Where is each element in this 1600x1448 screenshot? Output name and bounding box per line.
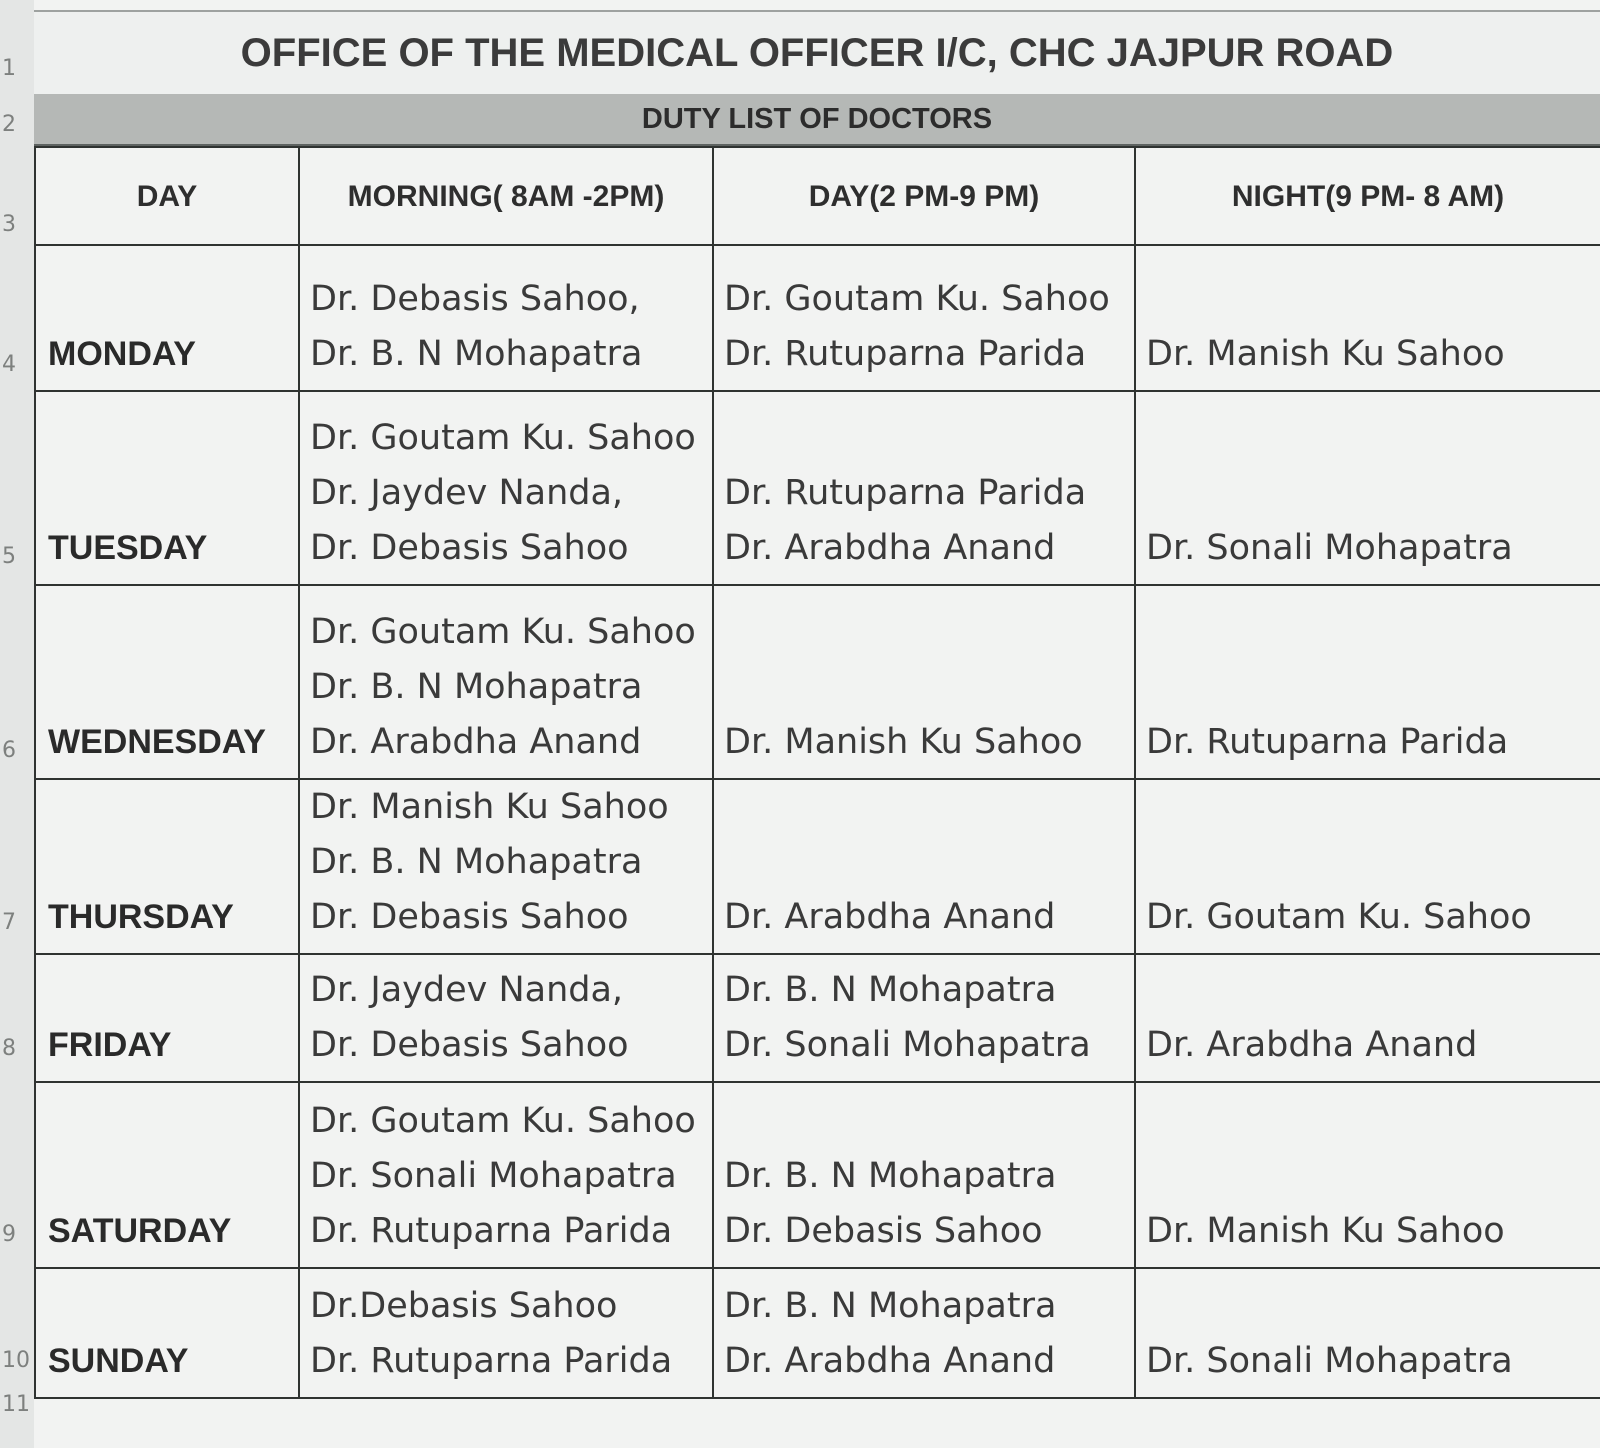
night-cell[interactable] xyxy=(1135,1082,1600,1268)
row-number[interactable]: 1 xyxy=(2,56,16,81)
night-cell[interactable] xyxy=(1135,585,1600,779)
doctor-name: Dr. Goutam Ku. Sahoo xyxy=(724,279,1110,319)
table-row xyxy=(35,391,1600,585)
doctor-name: Dr. Jaydev Nanda, xyxy=(310,473,624,513)
doctor-name: Dr. Goutam Ku. Sahoo xyxy=(310,612,696,652)
row-number[interactable]: 9 xyxy=(2,1222,16,1247)
doctor-name: Dr. Sonali Mohapatra xyxy=(724,1025,1091,1065)
header-daytime[interactable]: DAY(2 PM-9 PM) xyxy=(713,147,1135,245)
doctor-name: Dr. Rutuparna Parida xyxy=(1146,722,1509,762)
duty-table-body xyxy=(35,245,1600,1398)
doctor-name: Dr. Debasis Sahoo xyxy=(310,1025,629,1065)
header-morning[interactable]: MORNING( 8AM -2PM) xyxy=(299,147,713,245)
spreadsheet-grid xyxy=(34,0,1600,1448)
row-number[interactable]: 2 xyxy=(2,112,16,137)
table-row xyxy=(35,585,1600,779)
morning-cell[interactable] xyxy=(299,245,713,391)
morning-cell[interactable] xyxy=(299,1268,713,1398)
doctor-name: Dr. Debasis Sahoo xyxy=(724,1211,1043,1251)
doctor-name: Dr. Sonali Mohapatra xyxy=(1146,528,1513,568)
daytime-cell[interactable] xyxy=(713,1268,1135,1398)
sheet-subtitle[interactable]: DUTY LIST OF DOCTORS xyxy=(34,94,1600,146)
doctor-name: Dr. Arabdha Anand xyxy=(724,897,1056,937)
row-number[interactable]: 7 xyxy=(2,910,16,935)
night-cell[interactable] xyxy=(1135,1268,1600,1398)
night-cell[interactable] xyxy=(1135,954,1600,1082)
row-number[interactable]: 6 xyxy=(2,738,16,763)
doctor-name: Dr. Goutam Ku. Sahoo xyxy=(310,1101,696,1141)
doctor-name: Dr. Goutam Ku. Sahoo xyxy=(1146,897,1532,937)
night-cell[interactable] xyxy=(1135,245,1600,391)
doctor-name: Dr.Debasis Sahoo xyxy=(310,1286,618,1326)
row-header-column xyxy=(0,0,36,1448)
sheet-title[interactable]: OFFICE OF THE MEDICAL OFFICER I/C, CHC JAJPUR ROAD xyxy=(34,10,1600,96)
daytime-cell[interactable] xyxy=(713,391,1135,585)
doctor-name: Dr. Sonali Mohapatra xyxy=(1146,1341,1513,1381)
doctor-name: Dr. Sonali Mohapatra xyxy=(310,1156,677,1196)
row-number[interactable]: 8 xyxy=(2,1036,16,1061)
daytime-cell[interactable] xyxy=(713,585,1135,779)
morning-cell[interactable] xyxy=(299,779,713,954)
header-row xyxy=(35,147,1600,245)
duty-table xyxy=(34,146,1600,1399)
night-cell[interactable] xyxy=(1135,779,1600,954)
morning-cell[interactable] xyxy=(299,585,713,779)
morning-cell[interactable] xyxy=(299,391,713,585)
daytime-cell[interactable] xyxy=(713,779,1135,954)
doctor-name: Dr. B. N Mohapatra xyxy=(310,667,643,707)
doctor-name: Dr. Rutuparna Parida xyxy=(310,1341,673,1381)
doctor-name: Dr. Debasis Sahoo xyxy=(310,528,629,568)
doctor-name: Dr. B. N Mohapatra xyxy=(310,842,643,882)
daytime-cell[interactable] xyxy=(713,954,1135,1082)
doctor-name: Dr. Debasis Sahoo, xyxy=(310,279,640,319)
day-cell[interactable]: SUNDAY xyxy=(35,1268,299,1398)
row-number[interactable]: 3 xyxy=(2,212,16,237)
row-number[interactable]: 11 xyxy=(2,1392,30,1417)
day-cell[interactable]: THURSDAY xyxy=(35,779,299,954)
table-row xyxy=(35,779,1600,954)
doctor-name: Dr. Rutuparna Parida xyxy=(310,1211,673,1251)
day-cell[interactable]: TUESDAY xyxy=(35,391,299,585)
header-day[interactable]: DAY xyxy=(35,147,299,245)
day-cell[interactable]: MONDAY xyxy=(35,245,299,391)
morning-cell[interactable] xyxy=(299,1082,713,1268)
doctor-name: Dr. Arabdha Anand xyxy=(1146,1025,1478,1065)
morning-cell[interactable] xyxy=(299,954,713,1082)
doctor-name: Dr. Manish Ku Sahoo xyxy=(1146,1211,1505,1251)
night-cell[interactable] xyxy=(1135,391,1600,585)
doctor-name: Dr. B. N Mohapatra xyxy=(310,334,643,374)
header-night[interactable]: NIGHT(9 PM- 8 AM) xyxy=(1135,147,1600,245)
doctor-name: Dr. Rutuparna Parida xyxy=(724,334,1087,374)
doctor-name: Dr. Goutam Ku. Sahoo xyxy=(310,418,696,458)
doctor-name: Dr. Arabdha Anand xyxy=(310,722,642,762)
table-row xyxy=(35,1268,1600,1398)
row-number[interactable]: 10 xyxy=(2,1348,30,1373)
day-cell[interactable]: WEDNESDAY xyxy=(35,585,299,779)
doctor-name: Dr. Arabdha Anand xyxy=(724,528,1056,568)
doctor-name: Dr. Manish Ku Sahoo xyxy=(724,722,1083,762)
table-row xyxy=(35,245,1600,391)
doctor-name: Dr. B. N Mohapatra xyxy=(724,970,1057,1010)
doctor-name: Dr. B. N Mohapatra xyxy=(724,1156,1057,1196)
day-cell[interactable]: SATURDAY xyxy=(35,1082,299,1268)
row-number[interactable]: 4 xyxy=(2,352,16,377)
doctor-name: Dr. B. N Mohapatra xyxy=(724,1286,1057,1326)
doctor-name: Dr. Arabdha Anand xyxy=(724,1341,1056,1381)
doctor-name: Dr. Rutuparna Parida xyxy=(724,473,1087,513)
doctor-name: Dr. Manish Ku Sahoo xyxy=(1146,334,1505,374)
doctor-name: Dr. Debasis Sahoo xyxy=(310,897,629,937)
daytime-cell[interactable] xyxy=(713,245,1135,391)
row-number[interactable]: 5 xyxy=(2,544,16,569)
doctor-name: Dr. Jaydev Nanda, xyxy=(310,970,624,1010)
daytime-cell[interactable] xyxy=(713,1082,1135,1268)
day-cell[interactable]: FRIDAY xyxy=(35,954,299,1082)
table-row xyxy=(35,954,1600,1082)
table-row xyxy=(35,1082,1600,1268)
doctor-name: Dr. Manish Ku Sahoo xyxy=(310,787,669,827)
